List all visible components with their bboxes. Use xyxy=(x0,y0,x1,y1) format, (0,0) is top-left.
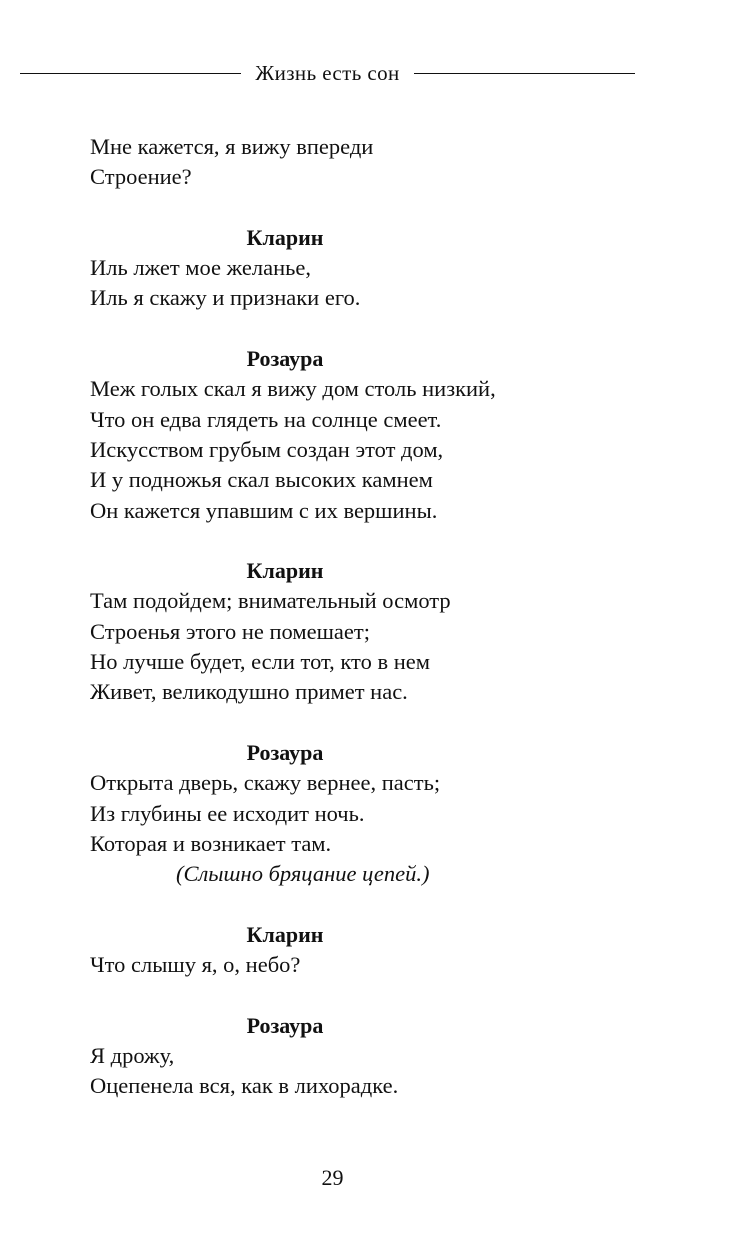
verse-line: Что он едва глядеть на солнце смеет. xyxy=(90,406,442,432)
running-head xyxy=(20,58,635,88)
verse-block xyxy=(90,1011,610,1102)
verse-line: Живет, великодушно примет нас. xyxy=(90,679,408,705)
verse-line: Из глубины ее исходит ночь. xyxy=(90,800,365,826)
speaker-name: Кларин xyxy=(246,224,324,250)
verse-block xyxy=(90,556,610,707)
verse-line: Там подойдем; внимательный осмотр xyxy=(90,588,451,614)
speaker-name: Розаура xyxy=(246,1012,324,1038)
verse-line: Строенья этого не помешает; xyxy=(90,618,370,644)
verse-line: Которая и возникает там. xyxy=(90,830,332,856)
verse-block xyxy=(90,132,610,193)
verse-line: Меж голых скал я вижу дом столь низкий, xyxy=(90,376,496,402)
verse-block xyxy=(90,344,610,526)
verse-line: Иль лжет мое желанье, xyxy=(90,255,312,281)
stage-direction: (Слышно бряцание цепей.) xyxy=(176,861,430,887)
verse-line: Что слышу я, о, небо? xyxy=(90,952,301,978)
verse-line: Мне кажется, я вижу впереди xyxy=(90,134,374,159)
verse-line: И у подножья скал высоких камнем xyxy=(90,467,433,493)
verse-line: Строение? xyxy=(90,164,192,190)
speaker-name: Кларин xyxy=(246,921,324,947)
verse-line: Но лучше будет, если тот, кто в нем xyxy=(90,649,430,675)
play-text xyxy=(90,132,610,1102)
running-head-rule-left xyxy=(20,73,241,74)
verse-line: Я дрожу, xyxy=(90,1042,175,1068)
verse-line: Открыта дверь, скажу вернее, пасть; xyxy=(90,770,441,796)
running-head-title: Жизнь есть сон xyxy=(255,60,400,85)
verse-line: Искусством грубым создан этот дом, xyxy=(90,436,444,462)
speaker-name: Розаура xyxy=(246,739,324,765)
speaker-name: Кларин xyxy=(246,558,324,584)
verse-line: Он кажется упавшим с их вершины. xyxy=(90,497,438,523)
speaker-name: Розаура xyxy=(246,346,324,372)
verse-block xyxy=(90,223,610,314)
running-head-rule-right xyxy=(414,73,635,74)
verse-block xyxy=(90,920,610,981)
verse-block xyxy=(90,738,610,889)
page-number: 29 xyxy=(321,1165,344,1190)
verse-line: Оцепенела вся, как в лихорадке. xyxy=(90,1073,399,1099)
verse-line: Иль я скажу и признаки его. xyxy=(90,285,361,311)
